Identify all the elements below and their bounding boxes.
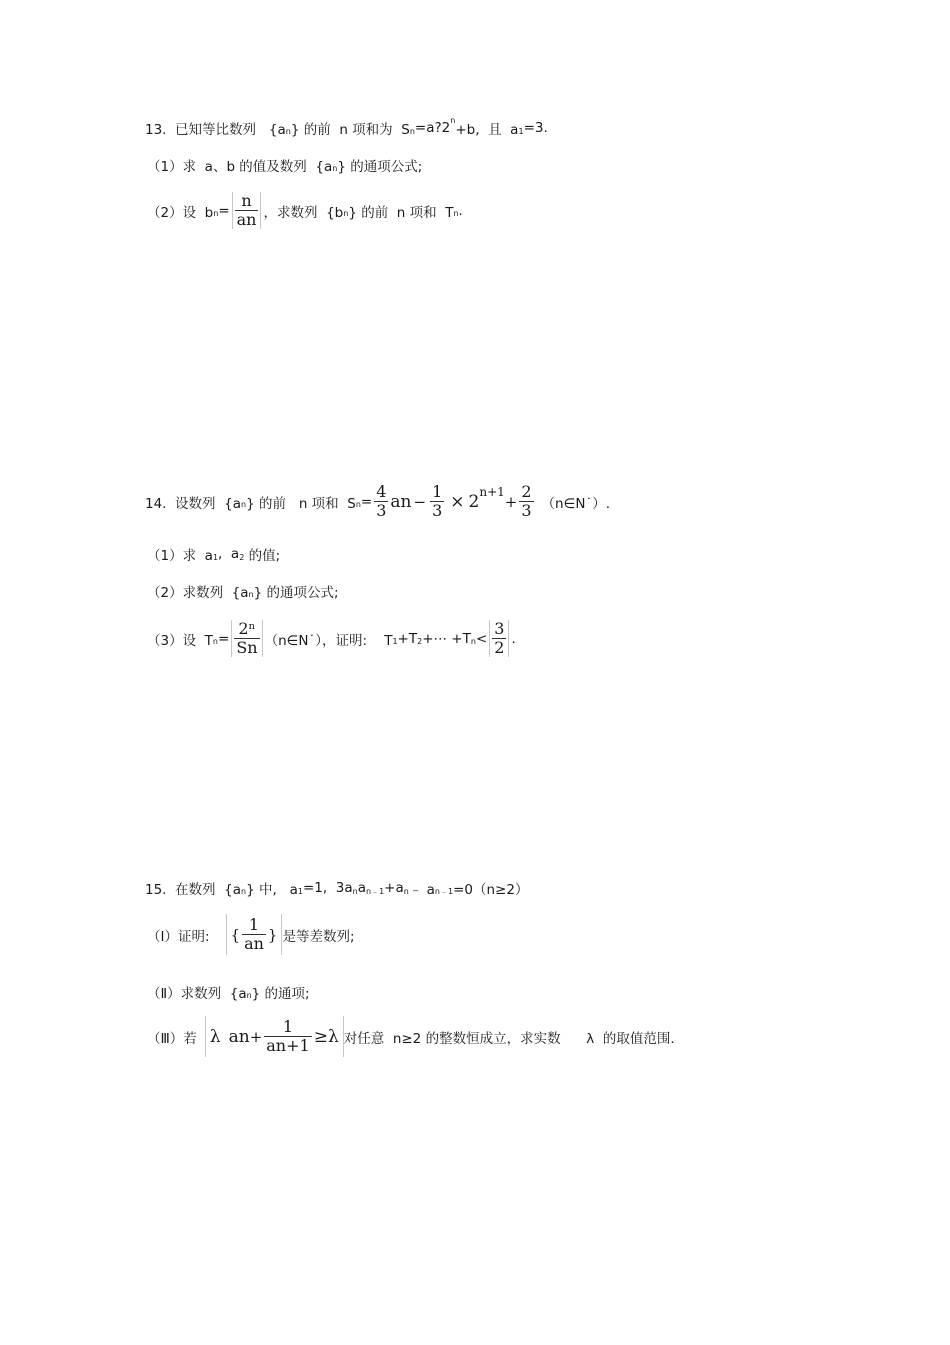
q15-part2: （Ⅱ）求数列 {a n } 的通项; <box>147 986 310 1002</box>
q14-frac-2-3: $\frac{2}{3}$ <box>521 482 532 520</box>
q13-fraction: $\frac{n}{an}$ <box>232 192 262 229</box>
q14-part1: （1）求 a 1 , a 2 的值; <box>147 546 281 564</box>
q15-stem: 15. 在数列 {a n } 中, a 1 =1, 3a n a n﹣1 +a n ﹣ a n﹣1 =0（n≥2） <box>145 880 529 898</box>
q14-fraction-tn: $\frac{\text{2ⁿ}}{Sn}$ <box>231 620 262 657</box>
q13-part2: （2）设 b n = $\frac{n}{an}$ ，求数列 {b n } 的前 n 项和 T n . <box>147 191 463 229</box>
q15-inequality: λ an + $\frac{1}{an+1}$ ≥ λ <box>205 1016 344 1057</box>
q14-frac-4-3: $\frac{4}{3}$ <box>376 482 387 520</box>
q14-part3: （3）设 T n = $\frac{\text{2ⁿ}}{Sn}$ （n∈N˙），证明: T 1 +T 2 +⋯ +T n < $\frac{3}{2}$ . <box>147 619 516 657</box>
q15-part3: （Ⅲ）若 λ an + $\frac{1}{an+1}$ ≥ λ 对任意 n≥2 的整数恒成立，求实数 λ 的取值范围. <box>147 1017 675 1055</box>
q14-part2: （2）求数列 {a n } 的通项公式; <box>147 585 339 601</box>
q13-part1: （1）求 a、b 的值及数列 {a n } 的通项公式; <box>147 159 423 175</box>
q14-frac-1-3: $\frac{1}{3}$ <box>432 482 443 520</box>
q14-fraction-3-2: $\frac{3}{2}$ <box>489 620 509 657</box>
q15-reciprocal-sequence: { $\frac{1}{an}$ } <box>226 914 283 955</box>
q15-part1: （Ⅰ）证明: { $\frac{1}{an}$ } 是等差数列; <box>147 915 355 953</box>
q13-stem: 13. 已知等比数列 {a n } 的前 n 项和为 S n =a?2 n +b, 且 a 1 =3. <box>145 115 548 138</box>
q14-stem: 14. 设数列 {a n } 的前 n 项和 S n = $\frac{4}{3}$ an − $\frac{1}{3}$ × 2 n+1 + $\frac{2}{3}$ （n∈N˙）. <box>145 482 611 520</box>
